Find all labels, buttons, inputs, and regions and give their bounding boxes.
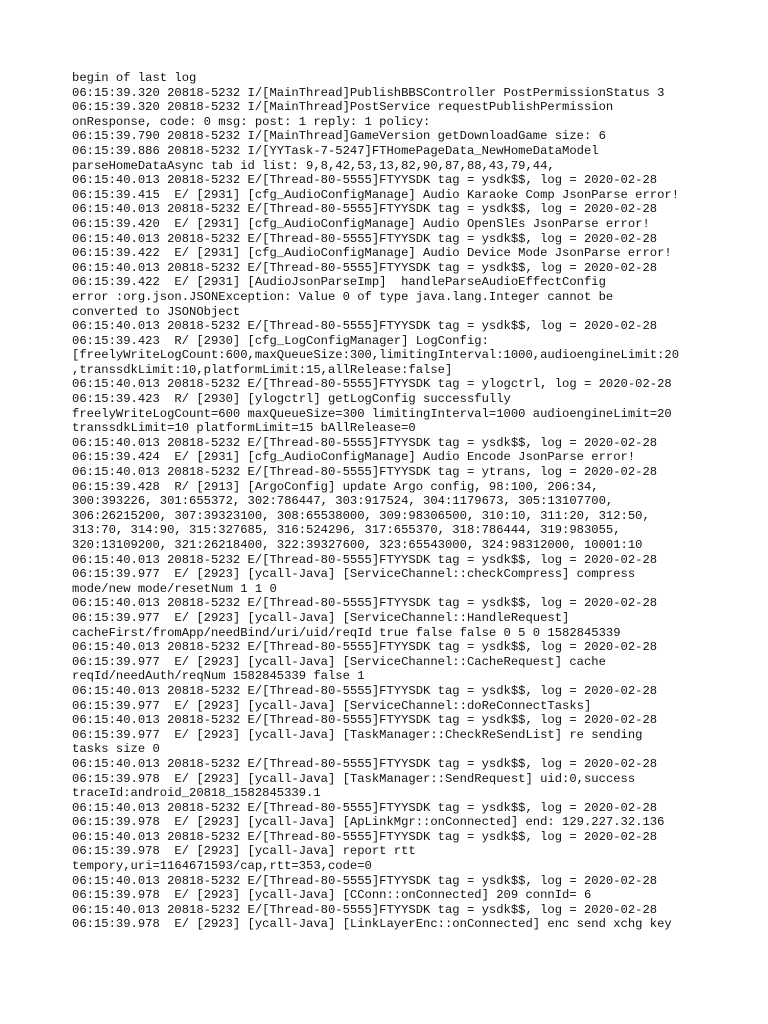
log-line: 06:15:40.013 20818-5232 E/[Thread-80-5555]FTYYSDK tag = ysdk$$, log = 2020-02-28 (72, 756, 658, 771)
log-line: 06:15:40.013 20818-5232 E/[Thread-80-5555]FTYYSDK tag = ysdk$$, log = 2020-02-28 (72, 713, 658, 728)
log-line: 06:15:40.013 20818-5232 E/[Thread-80-5555]FTYYSDK tag = ysdk$$, log = 2020-02-28 (72, 596, 658, 611)
log-line: onResponse, code: 0 msg: post: 1 reply: 1 policy: (72, 114, 431, 129)
log-text-block (72, 71, 762, 932)
log-line: 06:15:39.978 E/ [2923] [ycall-Java] [TaskManager::SendRequest] uid:0,success (72, 771, 636, 786)
log-line: 06:15:39.978 E/ [2923] [ycall-Java] [LinkLayerEnc::onConnected] enc send xchg key (72, 917, 672, 932)
log-line: 06:15:39.977 E/ [2923] [ycall-Java] [ServiceChannel::doReConnectTasks] (72, 698, 592, 713)
log-line: 06:15:39.978 E/ [2923] [ycall-Java] [CConn::onConnected] 209 connId= 6 (72, 888, 592, 903)
log-line: 06:15:40.013 20818-5232 E/[Thread-80-5555]FTYYSDK tag = ysdk$$, log = 2020-02-28 (72, 683, 658, 698)
log-line: 06:15:40.013 20818-5232 E/[Thread-80-5555]FTYYSDK tag = ysdk$$, log = 2020-02-28 (72, 319, 658, 334)
log-line: 06:15:40.013 20818-5232 E/[Thread-80-5555]FTYYSDK tag = ysdk$$, log = 2020-02-28 (72, 435, 658, 450)
log-line: 06:15:39.423 R/ [2930] [cfg_LogConfigManager] LogConfig: (72, 333, 489, 348)
log-line: mode/new mode/resetNum 1 1 0 (72, 581, 277, 596)
log-line: 06:15:39.422 E/ [2931] [cfg_AudioConfigManage] Audio Device Mode JsonParse error! (72, 246, 672, 261)
log-line: 06:15:39.790 20818-5232 I/[MainThread]GameVersion getDownloadGame size: 6 (72, 129, 606, 144)
log-line: 06:15:39.415 E/ [2931] [cfg_AudioConfigManage] Audio Karaoke Comp JsonParse error! (72, 187, 680, 202)
log-line: 300:393226, 301:655372, 302:786447, 303:917524, 304:1179673, 305:13107700, (72, 494, 614, 509)
log-line: 06:15:40.013 20818-5232 E/[Thread-80-5555]FTYYSDK tag = ysdk$$, log = 2020-02-28 (72, 552, 658, 567)
log-line: 06:15:40.013 20818-5232 E/[Thread-80-5555]FTYYSDK tag = ytrans, log = 2020-02-28 (72, 465, 658, 480)
log-line: 06:15:39.423 R/ [2930] [ylogctrl] getLogConfig successfully (72, 392, 511, 407)
log-line: 06:15:39.978 E/ [2923] [ycall-Java] [ApLinkMgr::onConnected] end: 129.227.32.136 (72, 815, 665, 830)
log-line: tempory,uri=1164671593/cap,rtt=353,code=0 (72, 859, 372, 874)
log-line: traceId:android_20818_1582845339.1 (72, 786, 321, 801)
log-line: 06:15:39.320 20818-5232 I/[MainThread]PublishBBSController PostPermissionStatus 3 (72, 85, 665, 100)
log-line: 320:13109200, 321:26218400, 322:39327600, 323:65543000, 324:98312000, 10001:10 (72, 538, 643, 552)
log-line: 313:70, 314:90, 315:327685, 316:524296, 317:655370, 318:786444, 319:983055, (72, 523, 621, 538)
log-line: 06:15:39.424 E/ [2931] [cfg_AudioConfigManage] Audio Encode JsonParse error! (72, 450, 636, 465)
log-line: 06:15:40.013 20818-5232 E/[Thread-80-5555]FTYYSDK tag = ysdk$$, log = 2020-02-28 (72, 902, 658, 917)
log-line: cacheFirst/fromApp/needBind/uri/uid/reqId true false false 0 5 0 1582845339 (72, 625, 621, 640)
log-line: begin of last log (72, 71, 197, 85)
log-line: 06:15:39.320 20818-5232 I/[MainThread]PostService requestPublishPermission (72, 100, 614, 115)
log-line: 06:15:39.428 R/ [2913] [ArgoConfig] update Argo config, 98:100, 206:34, (72, 479, 599, 494)
log-line: parseHomeDataAsync tab id list: 9,8,42,53,13,82,90,87,88,43,79,44, (72, 158, 555, 173)
log-line: 06:15:40.013 20818-5232 E/[Thread-80-5555]FTYYSDK tag = ysdk$$, log = 2020-02-28 (72, 800, 658, 815)
log-line: 06:15:39.977 E/ [2923] [ycall-Java] [ServiceChannel::HandleRequest] (72, 610, 570, 625)
log-line: 06:15:39.977 E/ [2923] [ycall-Java] [ServiceChannel::CacheRequest] cache (72, 654, 606, 669)
log-line: 06:15:40.013 20818-5232 E/[Thread-80-5555]FTYYSDK tag = ysdk$$, log = 2020-02-28 (72, 829, 658, 844)
log-line: [freelyWriteLogCount:600,maxQueueSize:300,limitingInterval:1000,audioengineLimit:20 (72, 348, 680, 363)
log-line: 06:15:40.013 20818-5232 E/[Thread-80-5555]FTYYSDK tag = ysdk$$, log = 2020-02-28 (72, 260, 658, 275)
log-line: reqId/needAuth/reqNum 1582845339 false 1 (72, 669, 365, 684)
log-line: 06:15:40.013 20818-5232 E/[Thread-80-5555]FTYYSDK tag = ysdk$$, log = 2020-02-28 (72, 873, 658, 888)
log-line: error :org.json.JSONException: Value 0 of type java.lang.Integer cannot be (72, 289, 614, 304)
log-line: 06:15:40.013 20818-5232 E/[Thread-80-5555]FTYYSDK tag = ysdk$$, log = 2020-02-28 (72, 231, 658, 246)
log-line: 06:15:40.013 20818-5232 E/[Thread-80-5555]FTYYSDK tag = ysdk$$, log = 2020-02-28 (72, 202, 658, 217)
log-line: tasks size 0 (72, 742, 160, 757)
log-line: converted to JSONObject (72, 304, 241, 319)
log-line: 06:15:39.420 E/ [2931] [cfg_AudioConfigManage] Audio OpenSlEs JsonParse error! (72, 216, 650, 231)
log-line: transsdkLimit=10 platformLimit=15 bAllRelease=0 (72, 421, 416, 436)
log-line: 06:15:39.977 E/ [2923] [ycall-Java] [ServiceChannel::checkCompress] compress (72, 567, 636, 582)
log-line: 306:26215200, 307:39323100, 308:65538000, 309:98306500, 310:10, 311:20, 312:50, (72, 508, 650, 523)
log-line: 06:15:40.013 20818-5232 E/[Thread-80-5555]FTYYSDK tag = ysdk$$, log = 2020-02-28 (72, 640, 658, 655)
log-line: 06:15:39.886 20818-5232 I/[YYTask-7-5247]FTHomePageData_NewHomeDataModel (72, 143, 599, 158)
log-line: 06:15:39.422 E/ [2931] [AudioJsonParseImp] handleParseAudioEffectConfig (72, 275, 606, 290)
log-line: 06:15:39.977 E/ [2923] [ycall-Java] [TaskManager::CheckReSendList] re sending (72, 727, 643, 742)
log-line: 06:15:40.013 20818-5232 E/[Thread-80-5555]FTYYSDK tag = ylogctrl, log = 2020-02-28 (72, 377, 672, 392)
log-line: freelyWriteLogCount=600 maxQueueSize=300 limitingInterval=1000 audioengineLimit=20 (72, 406, 672, 421)
log-line: ,transsdkLimit:10,platformLimit:15,allRelease:false] (72, 362, 453, 377)
log-line: 06:15:39.978 E/ [2923] [ycall-Java] report rtt (72, 844, 416, 859)
log-line: 06:15:40.013 20818-5232 E/[Thread-80-5555]FTYYSDK tag = ysdk$$, log = 2020-02-28 (72, 173, 658, 188)
